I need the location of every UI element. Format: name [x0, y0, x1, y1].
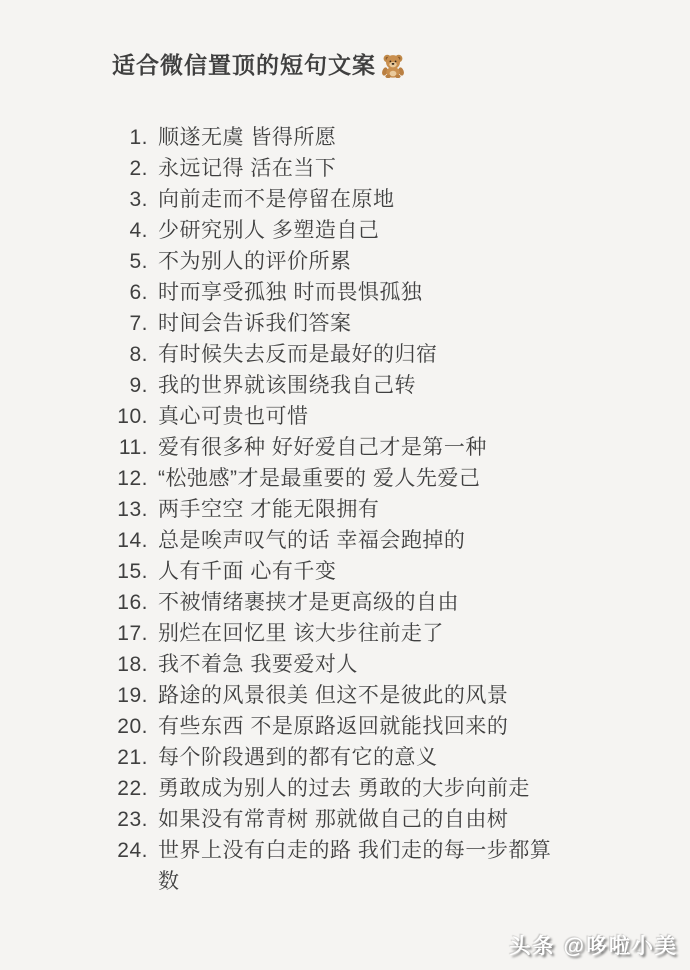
item-text: 爱有很多种 好好爱自己才是第一种 [158, 436, 487, 459]
list-item [100, 246, 690, 277]
item-number: 15. [117, 560, 148, 583]
item-number: 22. [117, 777, 148, 800]
item-text: 两手空空 才能无限拥有 [158, 498, 380, 521]
item-text: 顺遂无虞 皆得所愿 [158, 126, 337, 149]
item-number: 9. [129, 374, 148, 397]
item-text: 不为别人的评价所累 [158, 250, 352, 273]
list-item [100, 122, 690, 153]
list-item [100, 618, 690, 649]
page-title [112, 50, 690, 80]
item-text: 少研究别人 多塑造自己 [158, 219, 380, 242]
item-number: 14. [117, 529, 148, 552]
list-item [100, 184, 690, 215]
item-number: 8. [129, 343, 148, 366]
item-text: 每个阶段遇到的都有它的意义 [158, 746, 438, 769]
item-text: 永远记得 活在当下 [158, 157, 337, 180]
item-text: 向前走而不是停留在原地 [158, 188, 395, 211]
item-number: 16. [117, 591, 148, 614]
item-number: 24. [117, 839, 148, 862]
list-item [100, 339, 690, 370]
list-item [100, 711, 690, 742]
item-text: 总是唉声叹气的话 幸福会跑掉的 [158, 529, 466, 552]
item-number: 13. [117, 498, 148, 521]
item-text: 勇敢成为别人的过去 勇敢的大步向前走 [158, 777, 530, 800]
list-item [100, 308, 690, 339]
item-number: 5. [129, 250, 148, 273]
item-text: 人有千面 心有千变 [158, 560, 337, 583]
list-item [100, 680, 690, 711]
list-item [100, 494, 690, 525]
item-number: 12. [117, 467, 148, 490]
list-item [100, 742, 690, 773]
item-number: 10. [117, 405, 148, 428]
item-number: 2. [129, 157, 148, 180]
item-number: 1. [129, 126, 148, 149]
item-text: 我的世界就该围绕我自己转 [158, 374, 416, 397]
item-number: 7. [129, 312, 148, 335]
item-text: “松弛感”才是最重要的 爱人先爱己 [158, 467, 481, 490]
list-item [100, 153, 690, 184]
list-item [100, 587, 690, 618]
item-text: 我不着急 我要爱对人 [158, 653, 358, 676]
item-text: 有时候失去反而是最好的归宿 [158, 343, 438, 366]
item-text: 不被情绪裹挟才是更高级的自由 [158, 591, 459, 614]
watermark-prefix: 头条 [509, 935, 556, 958]
item-number: 6. [129, 281, 148, 304]
list-item [100, 401, 690, 432]
item-text: 真心可贵也可惜 [158, 405, 309, 428]
note-page [0, 50, 690, 958]
list-item [100, 835, 690, 897]
item-number: 11. [118, 436, 148, 459]
list-item [100, 804, 690, 835]
item-number: 17. [117, 622, 148, 645]
list-item [100, 525, 690, 556]
list-item [100, 215, 690, 246]
list-item [100, 463, 690, 494]
item-number: 20. [117, 715, 148, 738]
item-text: 时间会告诉我们答案 [158, 312, 352, 335]
item-text: 别烂在回忆里 该大步往前走了 [158, 622, 444, 645]
item-number: 19. [117, 684, 148, 707]
item-number: 4. [129, 219, 148, 242]
item-text: 路途的风景很美 但这不是彼此的风景 [158, 684, 509, 707]
item-text: 如果没有常青树 那就做自己的自由树 [158, 808, 509, 831]
list-item [100, 773, 690, 804]
list-item [100, 277, 690, 308]
list-item [100, 370, 690, 401]
item-text: 世界上没有白走的路 我们走的每一步都算数 [158, 839, 552, 893]
list-item [100, 649, 690, 680]
item-text: 时而享受孤独 时而畏惧孤独 [158, 281, 423, 304]
item-number: 21. [117, 746, 148, 769]
item-text: 有些东西 不是原路返回就能找回来的 [158, 715, 509, 738]
list-item [100, 432, 690, 463]
teddy-bear-icon [380, 52, 406, 78]
watermark-handle: @哆啦小美 [563, 935, 678, 958]
item-number: 18. [117, 653, 148, 676]
page-title-text: 适合微信置顶的短句文案 [112, 52, 376, 78]
watermark [510, 930, 678, 960]
quote-list [100, 122, 690, 897]
list-item [100, 556, 690, 587]
item-number: 23. [117, 808, 148, 831]
item-number: 3. [129, 188, 148, 211]
